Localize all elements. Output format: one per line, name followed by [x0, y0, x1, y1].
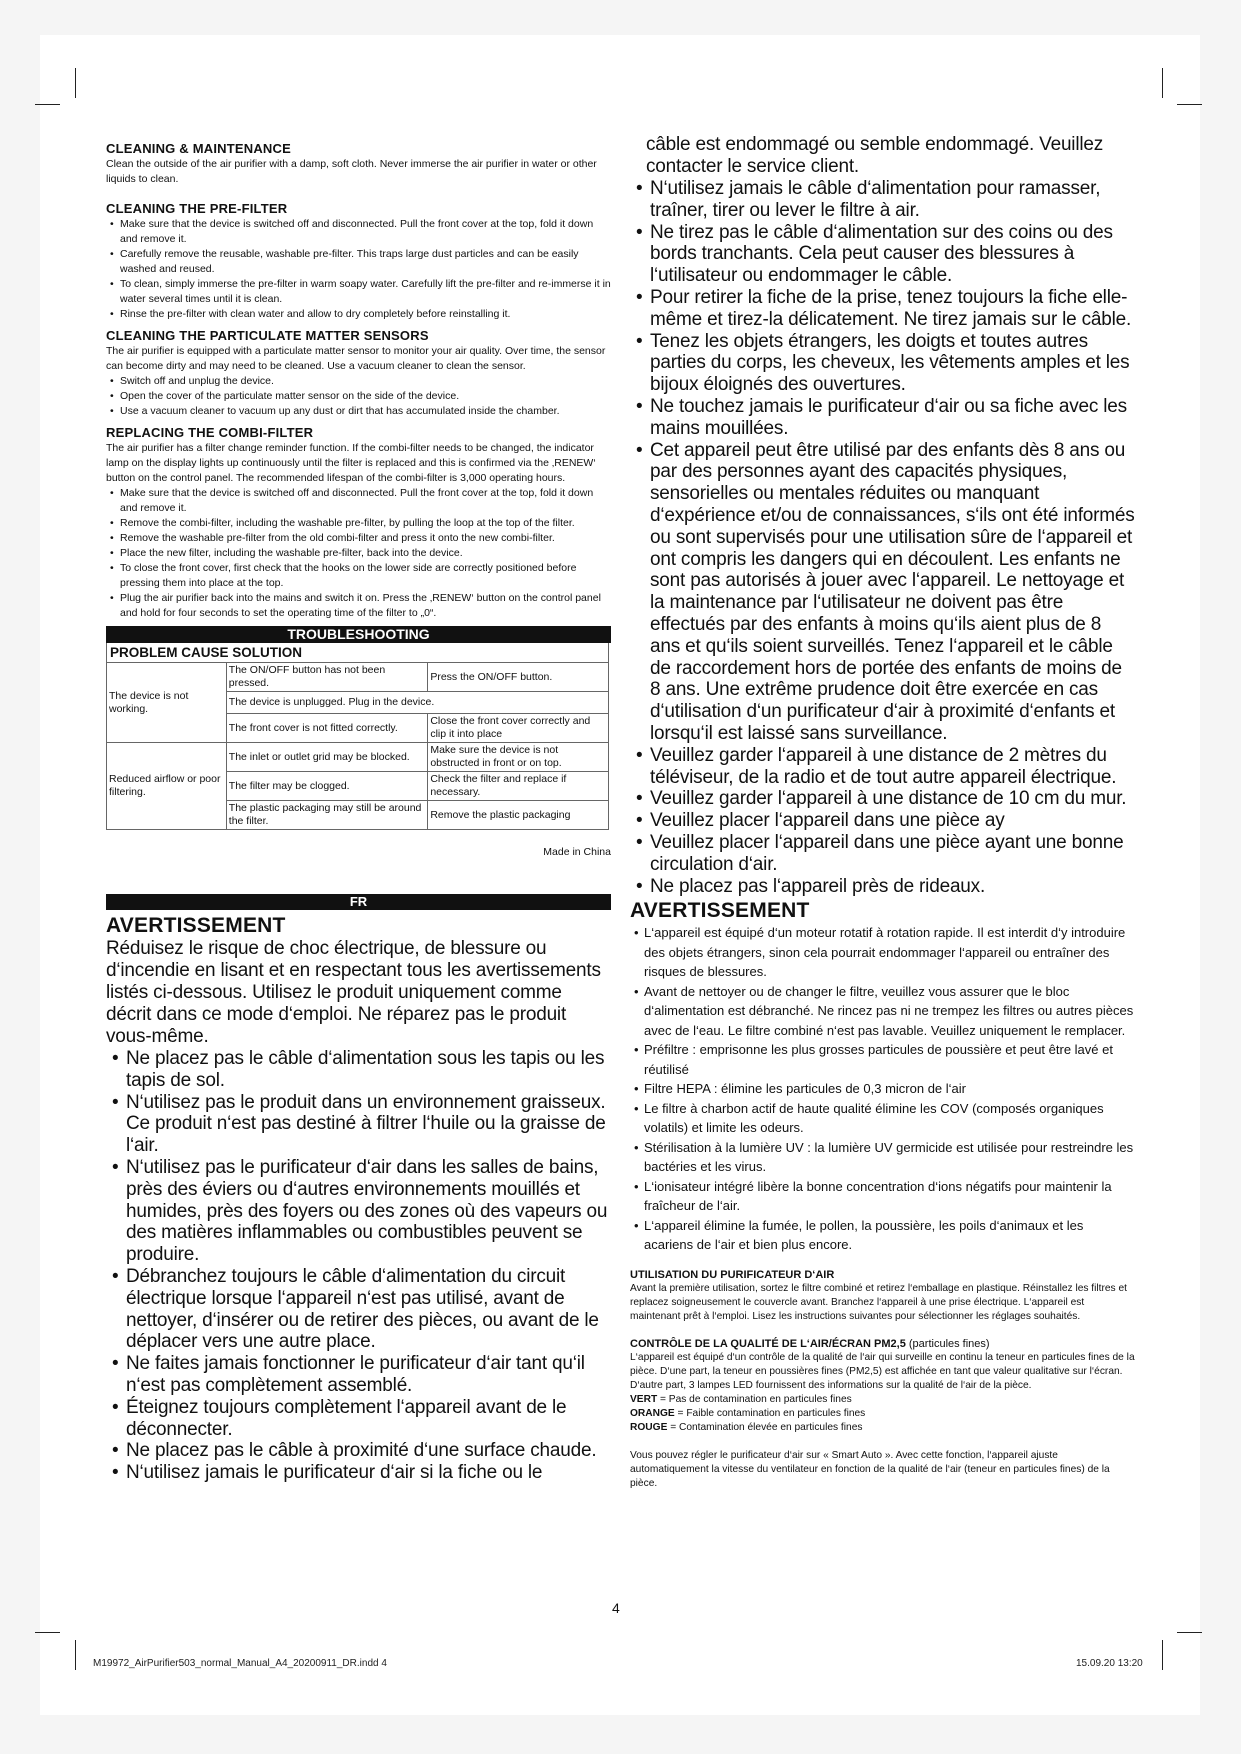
solution-cell: Make sure the device is not obstructed in front or on top.	[428, 743, 609, 772]
prefilter-title: CLEANING THE PRE-FILTER	[106, 201, 288, 216]
list-item: • Ne placez pas l‘appareil près de rideaux.	[630, 876, 1135, 898]
list-item: • L‘ionisateur intégré libère la bonne concentration d‘ions négatifs pour maintenir la fraîcheur de l‘air.	[630, 1177, 1135, 1216]
list-item: • Avant de nettoyer ou de changer le filtre, veuillez vous assurer que le bloc d‘alimentation est débranché. Ne rincez pas ni ne trempez les filtres ou autres pièces avec de l‘eau. Le filtre combiné n‘est pas lavable. Veuillez uniquement le remplacer.	[630, 982, 1135, 1041]
list-item: • Remove the washable pre-filter from the old combi-filter and press it onto the new combi-filter.	[106, 531, 611, 546]
sensors-text: The air purifier is equipped with a particulate matter sensor to monitor your air quality. Over time, the sensor can become dirty and may need to be cleaned. Use a vacuum cleaner to clean the sensor.	[106, 345, 606, 372]
crop-mark	[1177, 1632, 1202, 1633]
solution-cell: Check the filter and replace if necessary.	[428, 772, 609, 801]
list-item: • Switch off and unplug the device.	[106, 374, 611, 389]
made-in: Made in China	[543, 846, 611, 858]
usage-text: Avant la première utilisation, sortez le filtre combiné et retirez l‘emballage en plastique. Réinstallez les filtres et replacez soigneusement le couvercle avant. Branchez l‘appareil à une prise électrique. L‘appareil est maintenant prêt à l‘emploi. Lisez les instructions suivantes pour sélectionner les réglages souhaités.	[630, 1282, 1127, 1322]
vert-label: VERT	[630, 1393, 658, 1405]
list-item: • Débranchez toujours le câble d‘alimentation du circuit électrique lorsque l‘appareil n‘est pas utilisé, avant de nettoyer, d‘insérer ou de retirer des pièces, ou avant de le déplacer vers une autre place.	[106, 1266, 611, 1353]
solution-cell: Close the front cover correctly and clip it into place	[428, 714, 609, 743]
sensors-list	[106, 374, 611, 419]
list-item: • Veuillez placer l‘appareil dans une pièce ay	[630, 810, 1135, 832]
list-item: • Préfiltre : emprisonne les plus grosses particules de poussière et peut être lavé et réutilisé	[630, 1040, 1135, 1079]
list-item: • Make sure that the device is switched off and disconnected. Pull the front cover at the top, fold it down and remove it.	[106, 217, 611, 247]
troubleshooting-table	[106, 643, 609, 830]
orange-label: ORANGE	[630, 1407, 675, 1419]
list-item: • Stérilisation à la lumière UV : la lumière UV germicide est utilisée pour restreindre les bactéries et les virus.	[630, 1138, 1135, 1177]
solution-cell: Remove the plastic packaging	[428, 801, 609, 830]
crop-mark	[35, 1632, 60, 1633]
sensors-title: CLEANING THE PARTICULATE MATTER SENSORS	[106, 328, 429, 343]
warning2-list	[630, 923, 1135, 1255]
list-item: • Ne faites jamais fonctionner le purificateur d‘air tant qu‘il n‘est pas complètement assemblé.	[106, 1353, 611, 1397]
table-row	[107, 663, 609, 692]
troubleshooting-title: TROUBLESHOOTING	[106, 626, 611, 643]
prefilter-list	[106, 217, 611, 322]
table-row	[107, 743, 609, 772]
list-item: • Open the cover of the particulate matter sensor on the side of the device.	[106, 389, 611, 404]
rouge-label: ROUGE	[630, 1421, 668, 1433]
quality-title-main: CONTRÔLE DE LA QUALITÉ DE L‘AIR/ÉCRAN PM2,5	[630, 1337, 906, 1350]
continued-text: câble est endommagé ou semble endommagé. Veuillez contacter le service client.	[646, 134, 1104, 177]
list-item: • N‘utilisez jamais le câble d‘alimentation pour ramasser, traîner, tirer ou lever le filtre à air.	[630, 178, 1135, 222]
list-item: • Pour retirer la fiche de la prise, tenez toujours la fiche elle-même et tirez-la délicatement. Ne tirez jamais sur le câble.	[630, 287, 1135, 331]
list-item: • Use a vacuum cleaner to vacuum up any dust or dirt that has accumulated inside the chamber.	[106, 404, 611, 419]
cause-cell: The ON/OFF button has not been pressed.	[226, 663, 428, 692]
cause-cell: The plastic packaging may still be around the filter.	[226, 801, 428, 830]
list-item: • Tenez les objets étrangers, les doigts et toutes autres parties du corps, les cheveux, les vêtements amples et les bijoux éloignés des ouvertures.	[630, 331, 1135, 396]
list-item: • N‘utilisez pas le produit dans un environnement graisseux. Ce produit n‘est pas destiné à filtrer l‘huile ou la graisse de l‘air.	[106, 1092, 611, 1157]
problem-cell: Reduced airflow or poor filtering.	[107, 743, 227, 830]
list-item: • Plug the air purifier back into the mains and switch it on. Press the ‚RENEW‘ button on the control panel and hold for four seconds to set the operating time of the filter to „0“.	[106, 591, 611, 621]
cleaning-text: Clean the outside of the air purifier with a damp, soft cloth. Never immerse the air purifier in water or other liquids to clean.	[106, 158, 597, 185]
warning-title: AVERTISSEMENT	[106, 914, 286, 937]
cleaning-title: CLEANING & MAINTENANCE	[106, 141, 291, 156]
page-number: 4	[612, 1600, 620, 1616]
quality-rouge	[630, 1421, 1135, 1435]
list-item: • Remove the combi-filter, including the washable pre-filter, by pulling the loop at the top of the filter.	[106, 516, 611, 531]
vert-text: = Pas de contamination en particules fines	[657, 1393, 852, 1405]
list-item: • Le filtre à charbon actif de haute qualité élimine les COV (composés organiques volatils) et limite les odeurs.	[630, 1099, 1135, 1138]
list-item: • N‘utilisez pas le purificateur d‘air dans les salles de bains, près des éviers ou d‘autres environnements mouillés et humides, près des foyers ou des zones où des vapeurs ou des matières inflammables ou combustibles peuvent se produire.	[106, 1157, 611, 1266]
crop-mark	[1177, 104, 1202, 105]
combi-text: The air purifier has a filter change reminder function. If the combi-filter needs to be changed, the indicator lamp on the display lights up continuously until the filter is replaced and this is confirmed via the ‚RENEW‘ button on the control panel. The recommended lifespan of the combi-filter is 3,000 operating hours.	[106, 442, 596, 484]
orange-text: = Faible contamination en particules fines	[674, 1407, 866, 1419]
rouge-text: = Contamination élevée en particules fines	[667, 1421, 863, 1433]
list-item: • Veuillez garder l‘appareil à une distance de 10 cm du mur.	[630, 788, 1135, 810]
list-item: • L‘appareil est équipé d‘un moteur rotatif à rotation rapide. Il est interdit d‘y introduire des objets étrangers, sinon cela pourrait endommager l‘appareil ou entraîner des risques de blessures.	[630, 923, 1135, 982]
warning-intro: Réduisez le risque de choc électrique, de blessure ou d‘incendie en lisant et en respectant tous les avertissements listés ci-dessous. Utilisez le produit uniquement comme décrit dans ce mode d‘emploi. Ne réparez pas le produit vous-même.	[106, 938, 601, 1047]
list-item: • Ne tirez pas le câble d‘alimentation sur des coins ou des bords tranchants. Cela peut causer des blessures à l‘utilisateur ou endommager le câble.	[630, 222, 1135, 287]
crop-mark	[1162, 1640, 1163, 1670]
cause-cell: The inlet or outlet grid may be blocked.	[226, 743, 428, 772]
warning-list-continued	[630, 178, 1135, 897]
solution-cell: Press the ON/OFF button.	[428, 663, 609, 692]
list-item: • Filtre HEPA : élimine les particules de 0,3 micron de l‘air	[630, 1079, 1135, 1099]
combi-list	[106, 486, 611, 621]
quality-vert	[630, 1393, 1135, 1407]
cause-cell: The device is unplugged. Plug in the device.	[226, 692, 608, 714]
combi-title: REPLACING THE COMBI-FILTER	[106, 425, 314, 440]
cause-cell: The filter may be clogged.	[226, 772, 428, 801]
list-item: • Ne placez pas le câble d‘alimentation sous les tapis ou les tapis de sol.	[106, 1048, 611, 1092]
list-item: • Carefully remove the reusable, washable pre-filter. This traps large dust particles and can be easily washed and reused.	[106, 247, 611, 277]
quality-title-suffix: (particules fines)	[905, 1337, 990, 1350]
list-item: • Cet appareil peut être utilisé par des enfants dès 8 ans ou par des personnes ayant des capacités physiques, sensorielles ou mentales réduites ou manquant d‘expérience et/ou de connaissances, s‘ils ont été informés ou sont supervisés pour une utilisation sûre de l‘appareil et ont compris les dangers qui en découlent. Les enfants ne sont pas autorisés à jouer avec l‘appareil. Le nettoyage et la maintenance par l‘utilisateur ne doivent pas être effectués par des enfants à moins qu‘ils aient plus de 8 ans et qu‘ils soient surveillés. Tenez l‘appareil et le câble de raccordement hors de portée des enfants de moins de 8 ans. Une extrême prudence doit être exercée en cas d‘utilisation d‘un purificateur d‘air à proximité d‘enfants et lorsqu‘il est laissé sans surveillance.	[630, 440, 1135, 745]
language-bar: FR	[106, 894, 611, 910]
list-item: • Rinse the pre-filter with clean water and allow to dry completely before reinstalling it.	[106, 307, 611, 322]
quality-orange	[630, 1407, 1135, 1421]
list-item: • Ne touchez jamais le purificateur d‘air ou sa fiche avec les mains mouillées.	[630, 396, 1135, 440]
right-column	[630, 134, 1135, 1491]
quality-text: L‘appareil est équipé d‘un contrôle de la qualité de l‘air qui surveille en continu la teneur en particules fines de la pièce. D‘une part, la teneur en poussières fines (PM2,5) est affichée en tant que valeur qualitative sur l‘écran. D‘autre part, 3 lampes LED fournissent des informations sur la qualité de l‘air de la pièce.	[630, 1351, 1135, 1391]
footer-file: M19972_AirPurifier503_normal_Manual_A4_20200911_DR.indd 4	[93, 1658, 387, 1669]
list-item: • N‘utilisez jamais le purificateur d‘air si la fiche ou le	[106, 1462, 611, 1484]
list-item: • Veuillez garder l‘appareil à une distance de 2 mètres du téléviseur, de la radio et de tout autre appareil électrique.	[630, 745, 1135, 789]
list-item: • To close the front cover, first check that the hooks on the lower side are correctly positioned before pressing them into place at the top.	[106, 561, 611, 591]
list-item: • Ne placez pas le câble à proximité d‘une surface chaude.	[106, 1440, 611, 1462]
quality-title	[630, 1338, 1135, 1350]
crop-mark	[75, 1640, 76, 1670]
smart-auto-text: Vous pouvez régler le purificateur d‘air sur « Smart Auto ». Avec cette fonction, l‘appareil ajuste automatiquement la vitesse du ventilateur en fonction de la qualité de l‘air (teneur en particules fines) de la pièce.	[630, 1449, 1110, 1489]
warning-list	[106, 1048, 611, 1484]
table-header: PROBLEM CAUSE SOLUTION	[107, 643, 609, 663]
list-item: • Place the new filter, including the washable pre-filter, back into the device.	[106, 546, 611, 561]
left-column	[106, 141, 611, 1484]
footer-date: 15.09.20 13:20	[1076, 1658, 1143, 1669]
usage-title: UTILISATION DU PURIFICATEUR D‘AIR	[630, 1268, 835, 1281]
crop-mark	[75, 68, 76, 98]
list-item: • Éteignez toujours complètement l‘appareil avant de le déconnecter.	[106, 1397, 611, 1441]
warning2-title: AVERTISSEMENT	[630, 899, 810, 923]
list-item: • To clean, simply immerse the pre-filter in warm soapy water. Carefully lift the pre-filter and re-immerse it in water several times until it is clean.	[106, 277, 611, 307]
list-item: • L‘appareil élimine la fumée, le pollen, la poussière, les poils d‘animaux et les acariens de l‘air et bien plus encore.	[630, 1216, 1135, 1255]
cause-cell: The front cover is not fitted correctly.	[226, 714, 428, 743]
list-item: • Veuillez placer l‘appareil dans une pièce ayant une bonne circulation d‘air.	[630, 832, 1135, 876]
crop-mark	[35, 104, 60, 105]
problem-cell: The device is not working.	[107, 663, 227, 743]
crop-mark	[1162, 68, 1163, 98]
list-item: • Make sure that the device is switched off and disconnected. Pull the front cover at the top, fold it down and remove it.	[106, 486, 611, 516]
